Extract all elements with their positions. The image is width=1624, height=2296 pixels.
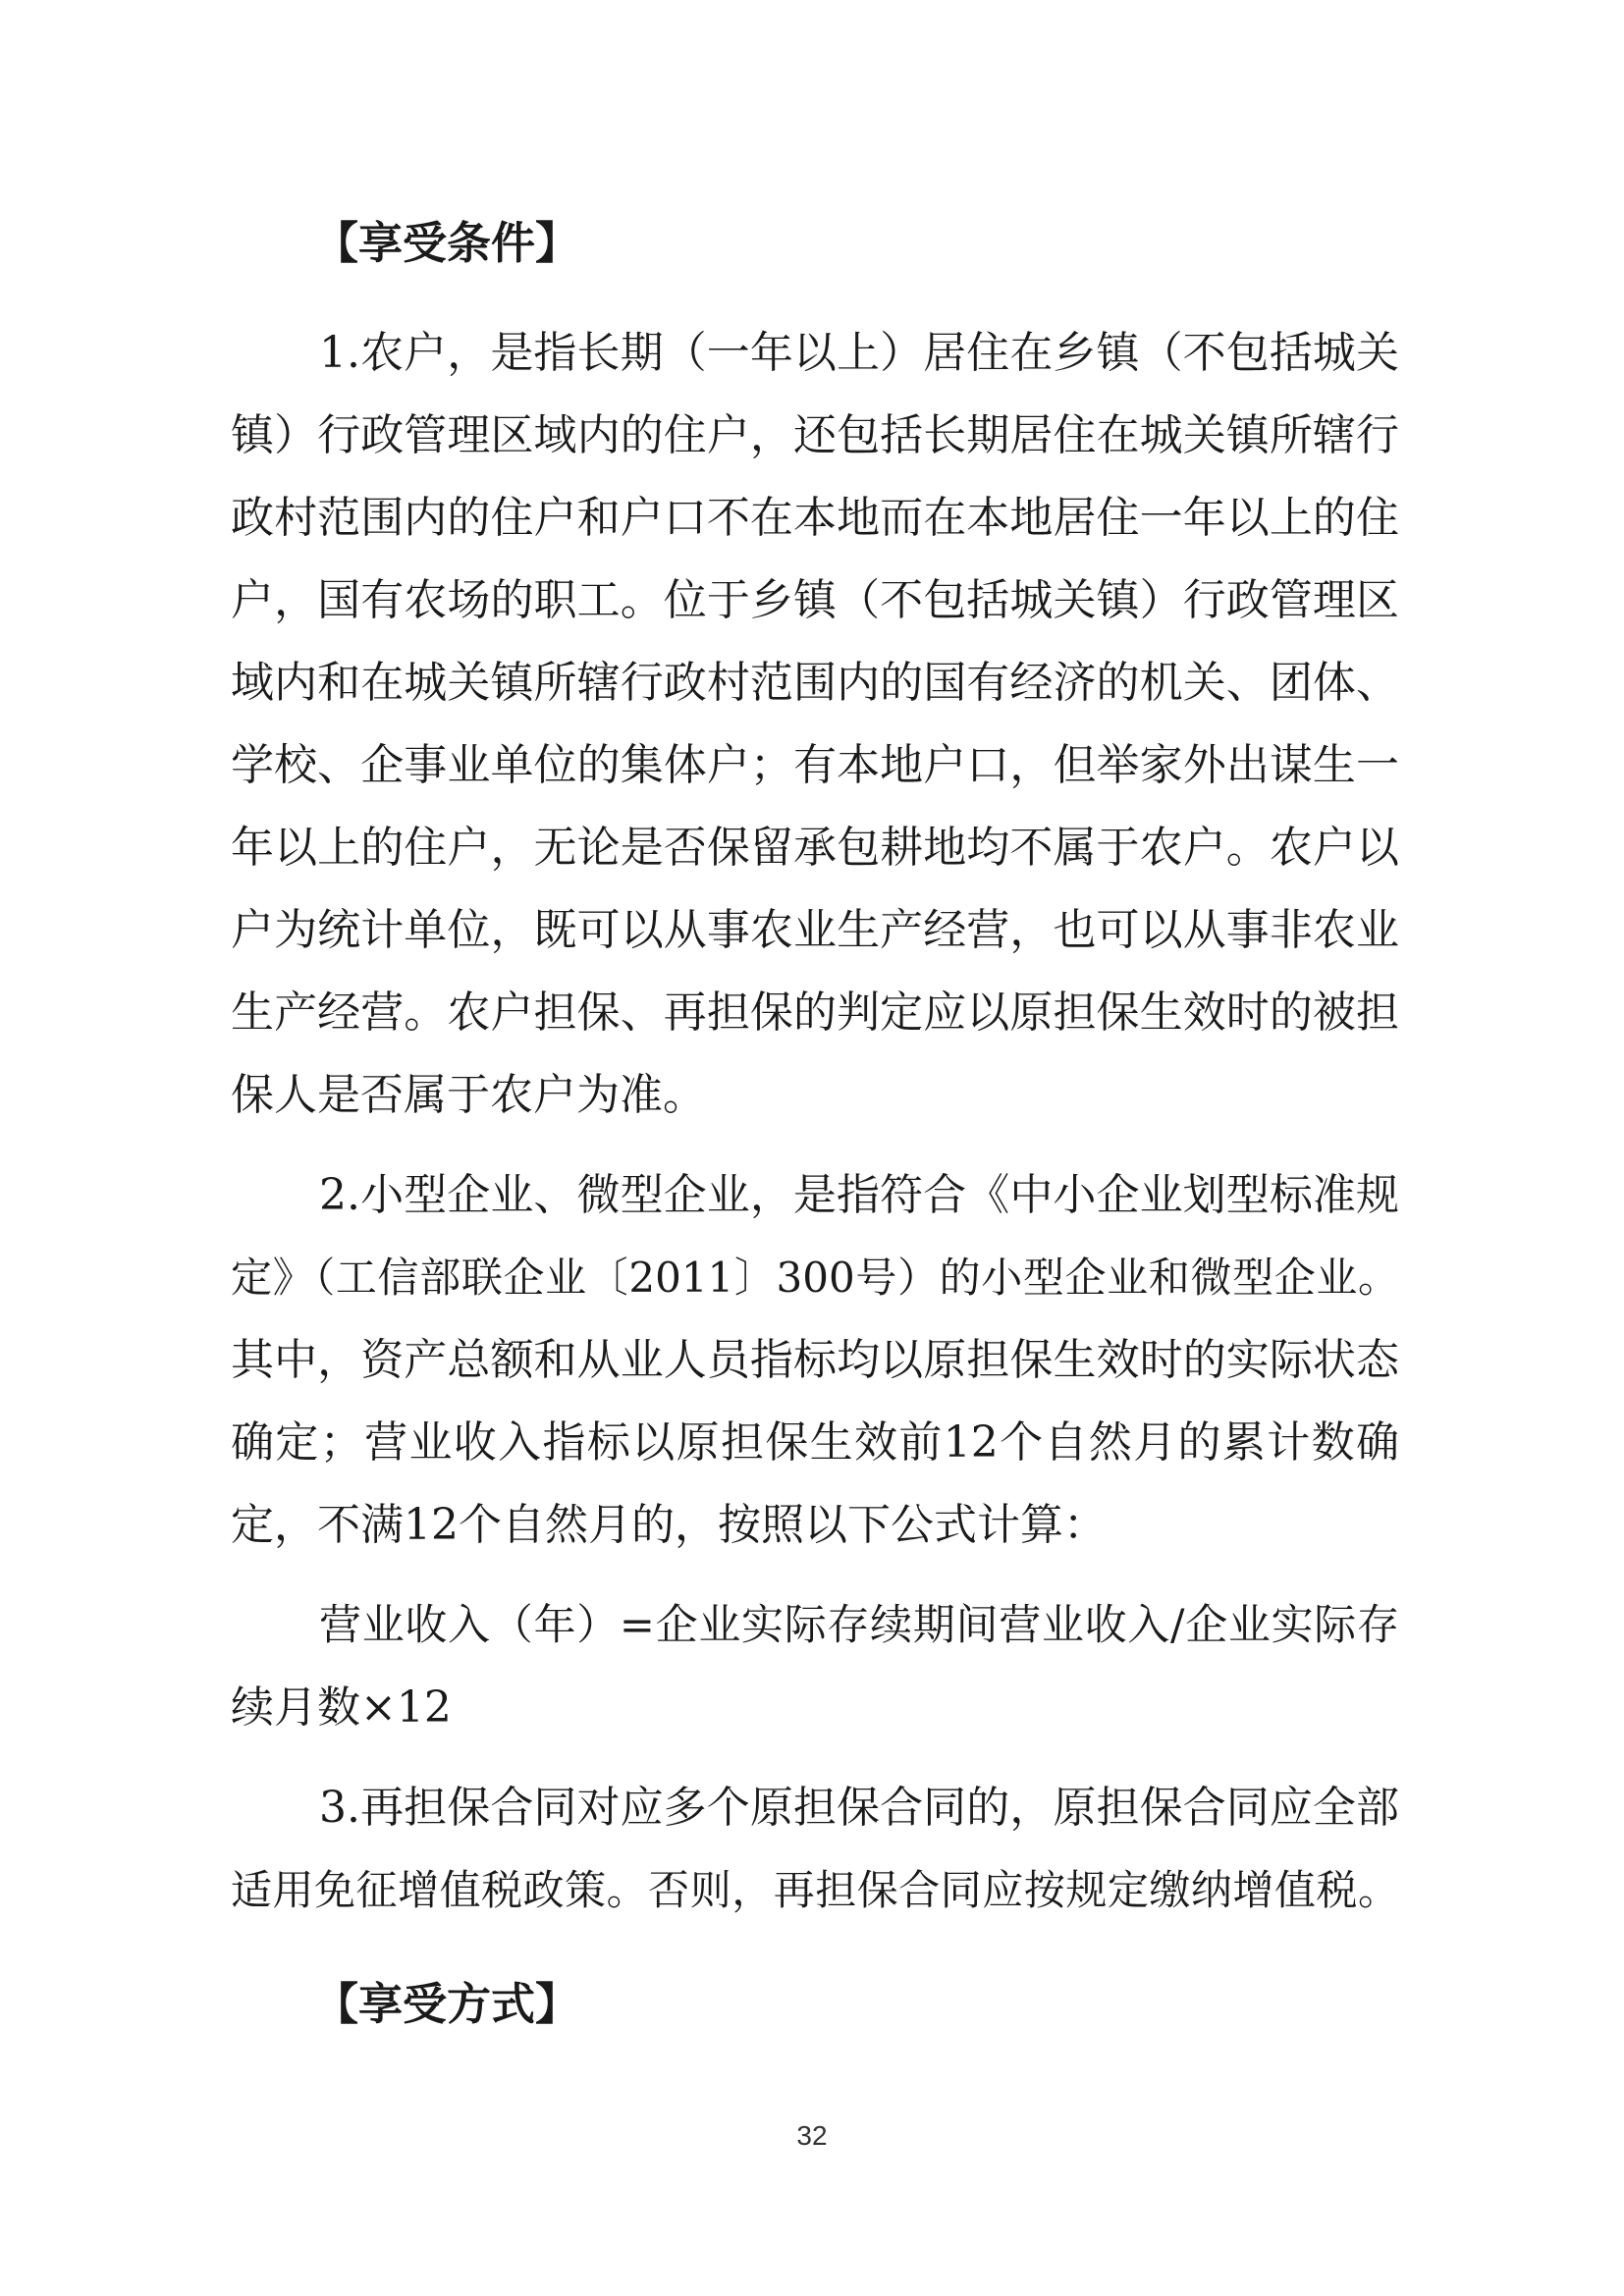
paragraph-line: 定》（工信部联企业〔2011〕300号）的小型企业和微型企业。 [231, 1254, 1399, 1302]
paragraph-line: 适用免征增值税政策。否则，再担保合同应按规定缴纳增值税。 [231, 1866, 1399, 1914]
heading-conditions: 【享受条件】 [314, 217, 580, 269]
paragraph-line: 定，不满12个自然月的，按照以下公式计算： [231, 1500, 1107, 1550]
paragraph-line: 保人是否属于农户为准。 [231, 1070, 706, 1120]
paragraph-line: 户为统计单位，既可以从事农业生产经营，也可以从事非农业 [231, 905, 1399, 955]
paragraph-line: 3.再担保合同对应多个原担保合同的，原担保合同应全部 [319, 1783, 1399, 1833]
formula-line: 续月数×12 [231, 1682, 452, 1733]
paragraph-line: 域内和在城关镇所辖行政村范围内的国有经济的机关、团体、 [231, 658, 1399, 708]
paragraph-line: 政村范围内的住户和户口不在本地而在本地居住一年以上的住 [231, 493, 1399, 543]
page-number: 32 [796, 2120, 828, 2151]
paragraph-line: 生产经营。农户担保、再担保的判定应以原担保生效时的被担 [231, 988, 1399, 1038]
paragraph-line: 其中，资产总额和从业人员指标均以原担保生效时的实际状态 [231, 1335, 1399, 1385]
paragraph-line: 1.农户，是指长期（一年以上）居住在乡镇（不包括城关 [319, 328, 1399, 378]
paragraph-line: 年以上的住户，无论是否保留承包耕地均不属于农户。农户以 [231, 823, 1399, 873]
paragraph-line: 学校、企事业单位的集体户；有本地户口，但举家外出谋生一 [231, 740, 1399, 790]
paragraph-line: 确定；营业收入指标以原担保生效前12个自然月的累计数确 [231, 1417, 1399, 1468]
paragraph-line: 镇）行政管理区域内的住户，还包括长期居住在城关镇所辖行 [231, 410, 1399, 460]
paragraph-line: 户，国有农场的职工。位于乡镇（不包括城关镇）行政管理区 [231, 575, 1399, 625]
heading-method: 【享受方式】 [314, 1978, 580, 2030]
paragraph-line: 2.小型企业、微型企业，是指符合《中小企业划型标准规 [319, 1170, 1399, 1220]
formula-line: 营业收入（年）=企业实际存续期间营业收入/企业实际存 [319, 1601, 1399, 1650]
